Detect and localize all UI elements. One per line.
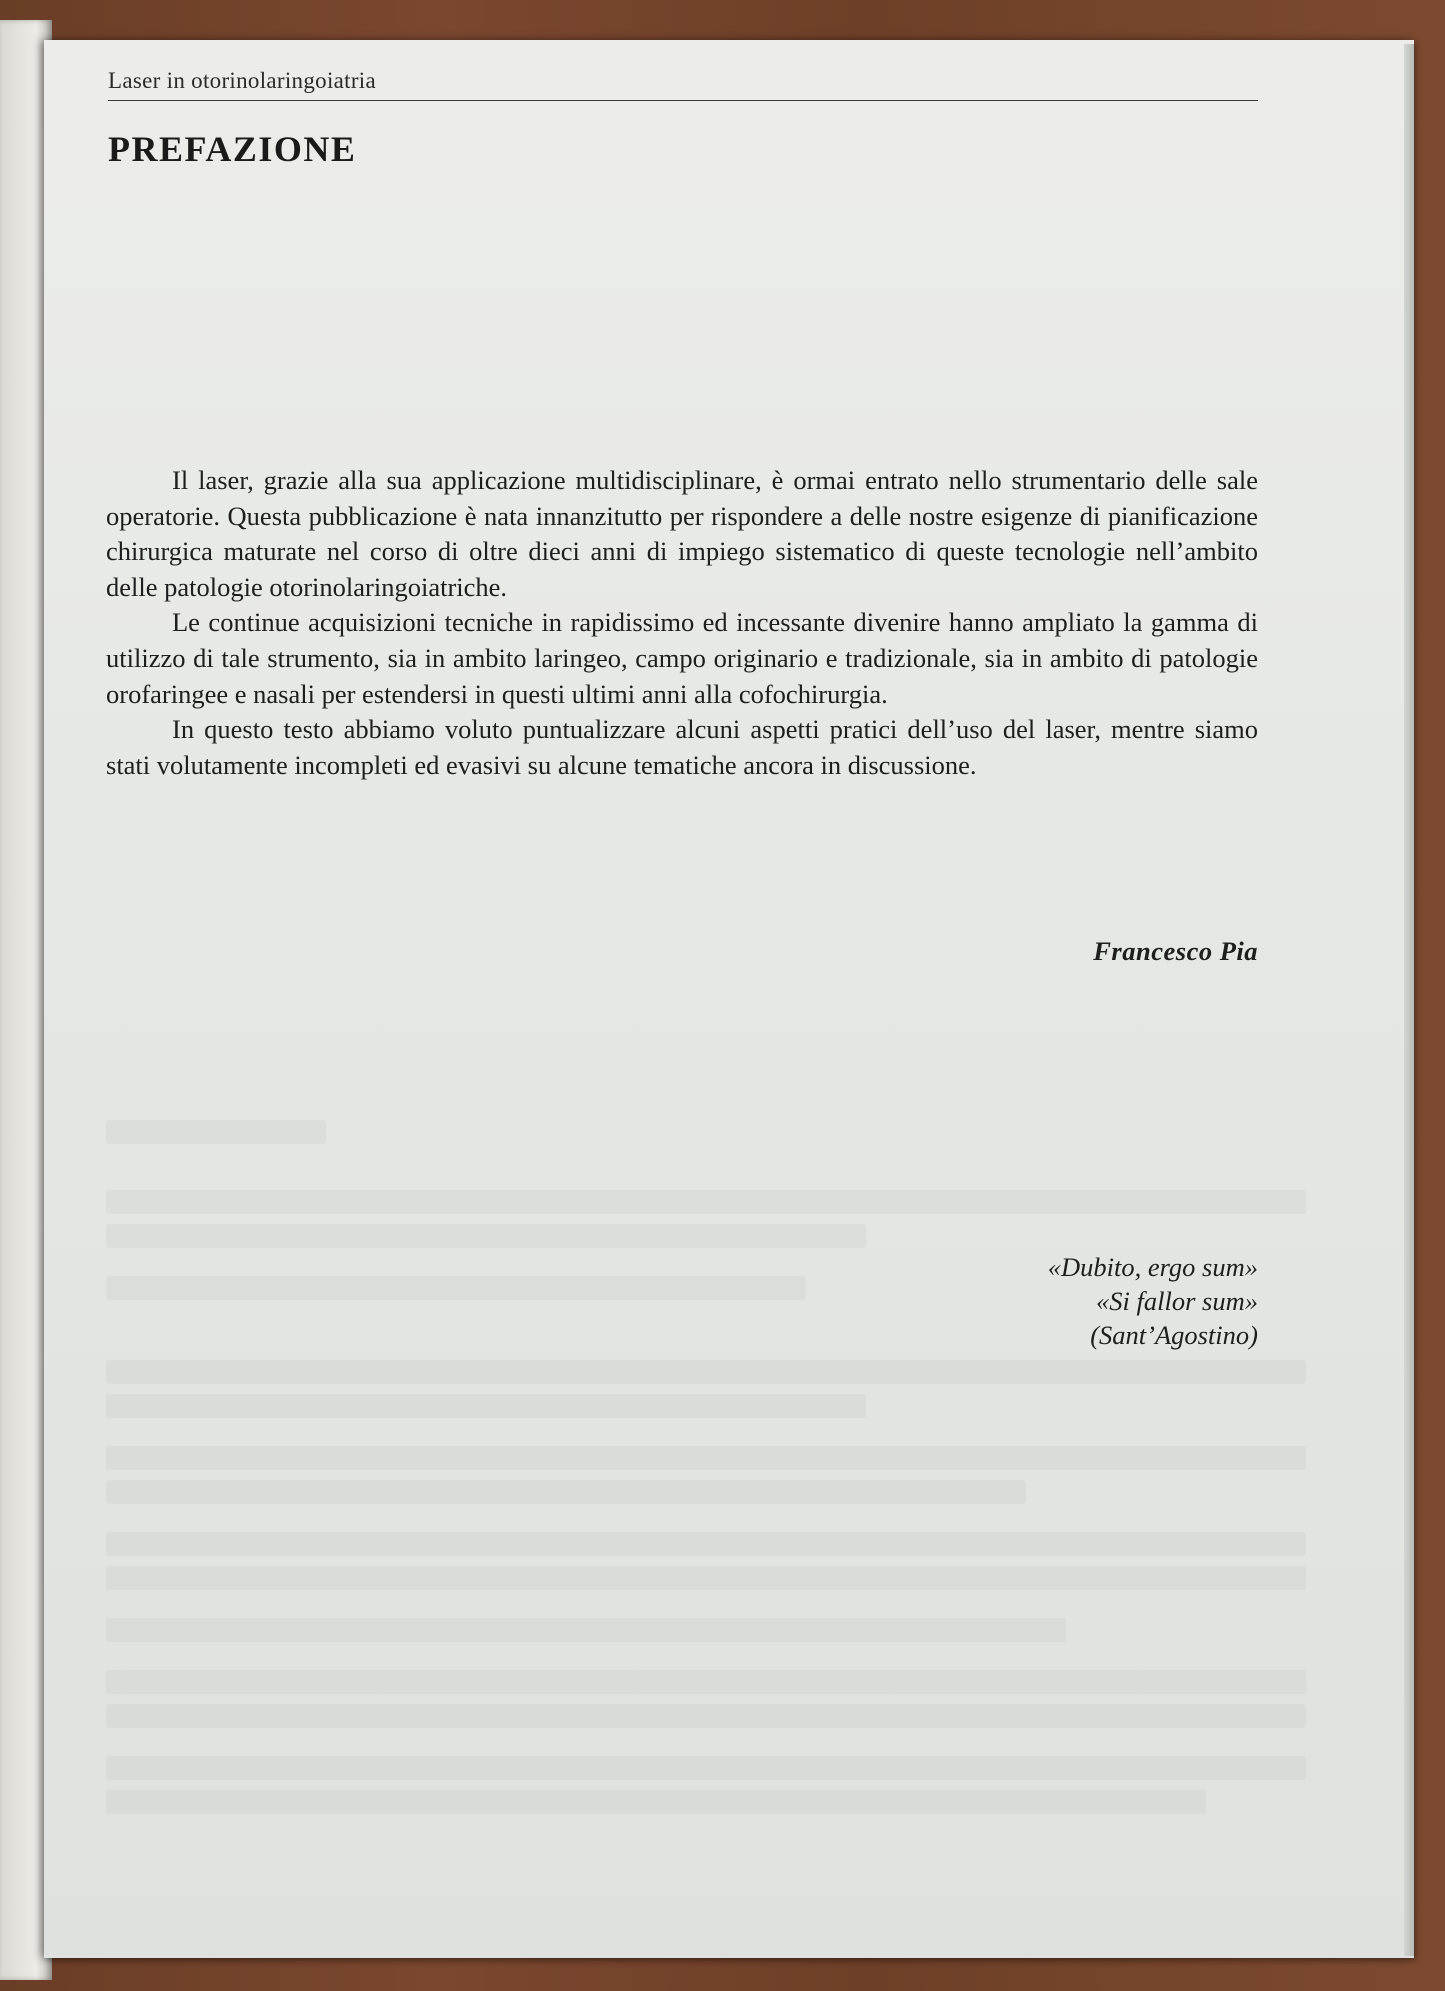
show-through-line bbox=[106, 1704, 1306, 1728]
paragraph: Il laser, grazie alla sua applicazione multidisciplinare, è ormai entrato nello strumentario delle sale operatorie. Questa pubblicazione è nata innanzitutto per rispondere a delle nostre esigenze di pianificazione chirurgica maturate nel corso di oltre dieci anni di impiego sistematico di queste tecnologie nell’ambito delle patologie otorinolaringoiatriche. bbox=[106, 465, 1258, 602]
paragraph: Le continue acquisizioni tecniche in rapidissimo ed incessante divenire hanno ampliato la gamma di utilizzo di tale strumento, sia in ambito laringeo, campo originario e tradizionale, sia in ambito di patologie orofaringee e nasali per estendersi in questi ultimi anni alla cofochirurgia. bbox=[106, 607, 1258, 709]
show-through-line bbox=[106, 1394, 866, 1418]
running-head: Laser in otorinolaringoiatria bbox=[108, 68, 376, 93]
show-through-line bbox=[106, 1566, 1306, 1590]
paragraph: In questo testo abbiamo voluto puntualizzare alcuni aspetti pratici dell’uso del laser, mentre siamo stati volutamente incompleti ed evasivi su alcune tematiche ancora in discussione. bbox=[106, 714, 1258, 780]
show-through-line bbox=[106, 1790, 1206, 1814]
epigraph-line: «Si fallor sum» bbox=[1096, 1286, 1258, 1316]
show-through-line bbox=[106, 1756, 1306, 1780]
show-through-line bbox=[106, 1446, 1306, 1470]
show-through-line bbox=[106, 1670, 1306, 1694]
page-title: PREFAZIONE bbox=[108, 129, 357, 169]
header-rule bbox=[108, 100, 1258, 101]
epigraph bbox=[700, 1250, 1258, 1352]
show-through-line bbox=[106, 1480, 1026, 1504]
epigraph-line: «Dubito, ergo sum» bbox=[1047, 1252, 1258, 1282]
show-through-line bbox=[106, 1532, 1306, 1556]
author-signature: Francesco Pia bbox=[1093, 936, 1258, 966]
show-through-line bbox=[106, 1190, 1306, 1214]
show-through-line bbox=[106, 1618, 1066, 1642]
show-through-line bbox=[106, 1224, 866, 1248]
page-stack-edge bbox=[1404, 44, 1414, 1956]
show-through-line bbox=[106, 1360, 1306, 1384]
epigraph-attribution: (Sant’Agostino) bbox=[1090, 1320, 1258, 1350]
preface-body bbox=[106, 463, 1258, 783]
show-through-heading bbox=[106, 1120, 326, 1144]
